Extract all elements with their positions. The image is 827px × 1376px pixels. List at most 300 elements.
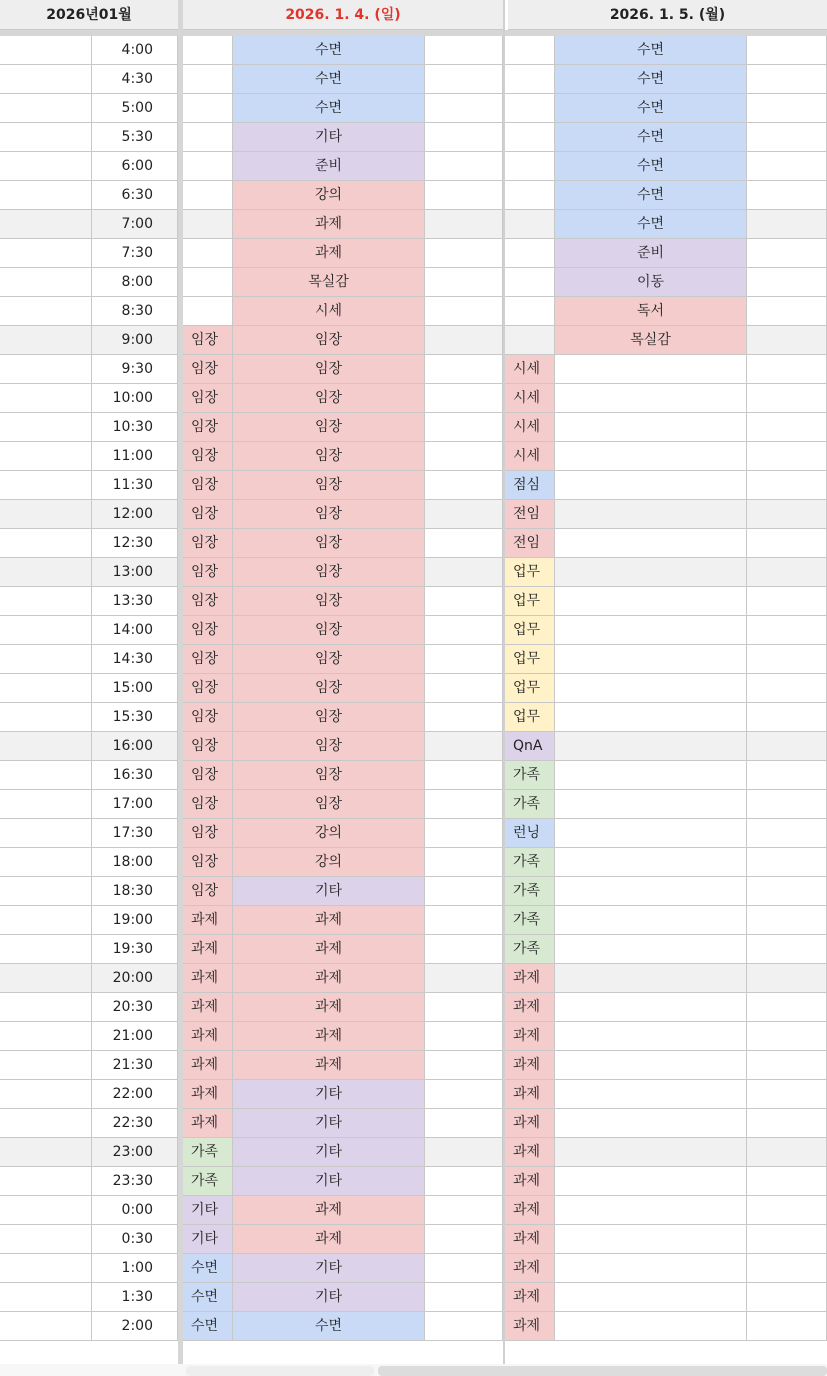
day1-sub-cell[interactable]: 과제	[183, 1051, 233, 1080]
day2-sub-cell[interactable]	[505, 123, 555, 152]
day1-extra-cell[interactable]	[425, 500, 503, 529]
day2-sub-cell[interactable]: 업무	[505, 674, 555, 703]
time-cell[interactable]: 9:30	[92, 355, 178, 384]
day1-main-cell[interactable]: 임장	[233, 790, 425, 819]
day1-sub-cell[interactable]: 수면	[183, 1254, 233, 1283]
time-cell[interactable]: 15:30	[92, 703, 178, 732]
day1-main-cell[interactable]: 임장	[233, 413, 425, 442]
row-blank-cell[interactable]	[0, 1312, 92, 1341]
day1-extra-cell[interactable]	[425, 1022, 503, 1051]
day2-sub-cell[interactable]: 업무	[505, 616, 555, 645]
day1-extra-cell[interactable]	[425, 297, 503, 326]
day1-sub-cell[interactable]: 임장	[183, 645, 233, 674]
time-cell[interactable]: 4:00	[92, 36, 178, 65]
row-blank-cell[interactable]	[0, 761, 92, 790]
day2-main-cell[interactable]	[555, 500, 747, 529]
day1-extra-cell[interactable]	[425, 36, 503, 65]
day1-extra-cell[interactable]	[425, 761, 503, 790]
row-blank-cell[interactable]	[0, 1051, 92, 1080]
day1-main-cell[interactable]: 임장	[233, 645, 425, 674]
day2-main-cell[interactable]: 수면	[555, 210, 747, 239]
day1-extra-cell[interactable]	[425, 471, 503, 500]
row-blank-cell[interactable]	[0, 703, 92, 732]
day2-main-cell[interactable]	[555, 587, 747, 616]
day1-extra-cell[interactable]	[425, 819, 503, 848]
day2-extra-cell[interactable]	[747, 1080, 827, 1109]
day2-sub-cell[interactable]: 가족	[505, 790, 555, 819]
day1-main-cell[interactable]: 임장	[233, 442, 425, 471]
day1-extra-cell[interactable]	[425, 152, 503, 181]
row-blank-cell[interactable]	[0, 848, 92, 877]
row-blank-cell[interactable]	[0, 152, 92, 181]
day2-extra-cell[interactable]	[747, 819, 827, 848]
day2-sub-cell[interactable]	[505, 326, 555, 355]
day2-main-cell[interactable]	[555, 616, 747, 645]
time-cell[interactable]: 20:00	[92, 964, 178, 993]
day1-main-cell[interactable]: 준비	[233, 152, 425, 181]
day1-main-cell[interactable]: 임장	[233, 558, 425, 587]
day2-main-cell[interactable]	[555, 964, 747, 993]
day1-main-cell[interactable]: 과제	[233, 906, 425, 935]
day2-main-cell[interactable]	[555, 1312, 747, 1341]
day1-sub-cell[interactable]	[183, 239, 233, 268]
day2-sub-cell[interactable]: 과제	[505, 1022, 555, 1051]
day1-extra-cell[interactable]	[425, 384, 503, 413]
row-blank-cell[interactable]	[0, 558, 92, 587]
day2-extra-cell[interactable]	[747, 36, 827, 65]
day2-extra-cell[interactable]	[747, 181, 827, 210]
row-blank-cell[interactable]	[0, 674, 92, 703]
day1-main-cell[interactable]: 강의	[233, 848, 425, 877]
day1-extra-cell[interactable]	[425, 326, 503, 355]
time-cell[interactable]: 0:30	[92, 1225, 178, 1254]
day2-sub-cell[interactable]: 점심	[505, 471, 555, 500]
day1-extra-cell[interactable]	[425, 558, 503, 587]
day2-main-cell[interactable]	[555, 790, 747, 819]
day2-extra-cell[interactable]	[747, 703, 827, 732]
time-cell[interactable]: 2:00	[92, 1312, 178, 1341]
day2-main-cell[interactable]	[555, 442, 747, 471]
day2-extra-cell[interactable]	[747, 210, 827, 239]
day2-extra-cell[interactable]	[747, 645, 827, 674]
day2-extra-cell[interactable]	[747, 993, 827, 1022]
day2-main-cell[interactable]	[555, 848, 747, 877]
day1-main-cell[interactable]: 과제	[233, 935, 425, 964]
day1-main-cell[interactable]: 목실감	[233, 268, 425, 297]
time-cell[interactable]: 22:00	[92, 1080, 178, 1109]
day2-main-cell[interactable]	[555, 1283, 747, 1312]
time-cell[interactable]: 4:30	[92, 65, 178, 94]
day1-sub-cell[interactable]: 임장	[183, 326, 233, 355]
day1-extra-cell[interactable]	[425, 529, 503, 558]
day2-extra-cell[interactable]	[747, 790, 827, 819]
day2-sub-cell[interactable]: 업무	[505, 587, 555, 616]
day1-sub-cell[interactable]	[183, 181, 233, 210]
row-blank-cell[interactable]	[0, 993, 92, 1022]
day2-main-cell[interactable]	[555, 993, 747, 1022]
day1-main-cell[interactable]: 강의	[233, 181, 425, 210]
row-blank-cell[interactable]	[0, 732, 92, 761]
day2-extra-cell[interactable]	[747, 384, 827, 413]
day1-main-cell[interactable]: 임장	[233, 761, 425, 790]
day2-extra-cell[interactable]	[747, 152, 827, 181]
time-cell[interactable]: 23:30	[92, 1167, 178, 1196]
row-blank-cell[interactable]	[0, 65, 92, 94]
day1-extra-cell[interactable]	[425, 94, 503, 123]
day2-sub-cell[interactable]	[505, 297, 555, 326]
day2-sub-cell[interactable]	[505, 152, 555, 181]
day1-extra-cell[interactable]	[425, 413, 503, 442]
row-blank-cell[interactable]	[0, 471, 92, 500]
day1-sub-cell[interactable]: 수면	[183, 1312, 233, 1341]
day2-extra-cell[interactable]	[747, 761, 827, 790]
row-blank-cell[interactable]	[0, 1022, 92, 1051]
time-cell[interactable]: 13:30	[92, 587, 178, 616]
day2-extra-cell[interactable]	[747, 500, 827, 529]
day1-sub-cell[interactable]: 임장	[183, 877, 233, 906]
day1-extra-cell[interactable]	[425, 616, 503, 645]
day1-sub-cell[interactable]: 과제	[183, 1022, 233, 1051]
day2-extra-cell[interactable]	[747, 65, 827, 94]
time-cell[interactable]: 23:00	[92, 1138, 178, 1167]
day2-main-cell[interactable]: 준비	[555, 239, 747, 268]
day2-extra-cell[interactable]	[747, 1022, 827, 1051]
day2-main-cell[interactable]	[555, 1225, 747, 1254]
day2-sub-cell[interactable]: 과제	[505, 1109, 555, 1138]
day2-main-cell[interactable]: 수면	[555, 152, 747, 181]
day1-sub-cell[interactable]	[183, 268, 233, 297]
day2-main-cell[interactable]	[555, 1138, 747, 1167]
day2-sub-cell[interactable]: 업무	[505, 645, 555, 674]
day2-extra-cell[interactable]	[747, 442, 827, 471]
day1-sub-cell[interactable]: 과제	[183, 935, 233, 964]
day1-extra-cell[interactable]	[425, 848, 503, 877]
row-blank-cell[interactable]	[0, 645, 92, 674]
day1-extra-cell[interactable]	[425, 1283, 503, 1312]
day2-extra-cell[interactable]	[747, 906, 827, 935]
day2-sub-cell[interactable]: 가족	[505, 848, 555, 877]
day2-sub-cell[interactable]: 과제	[505, 1167, 555, 1196]
day1-main-cell[interactable]: 과제	[233, 993, 425, 1022]
day2-main-cell[interactable]	[555, 674, 747, 703]
day2-main-cell[interactable]	[555, 732, 747, 761]
time-cell[interactable]: 7:00	[92, 210, 178, 239]
day1-extra-cell[interactable]	[425, 645, 503, 674]
day2-sub-cell[interactable]: 전임	[505, 529, 555, 558]
day2-sub-cell[interactable]: 가족	[505, 906, 555, 935]
time-cell[interactable]: 16:30	[92, 761, 178, 790]
day2-sub-cell[interactable]: 업무	[505, 558, 555, 587]
day2-main-cell[interactable]: 수면	[555, 123, 747, 152]
day1-main-cell[interactable]: 과제	[233, 1225, 425, 1254]
day2-main-cell[interactable]: 목실감	[555, 326, 747, 355]
day1-main-cell[interactable]: 임장	[233, 616, 425, 645]
day1-sub-cell[interactable]: 과제	[183, 1109, 233, 1138]
day2-main-cell[interactable]: 수면	[555, 36, 747, 65]
day2-sub-cell[interactable]: 과제	[505, 1225, 555, 1254]
time-cell[interactable]: 19:30	[92, 935, 178, 964]
row-blank-cell[interactable]	[0, 181, 92, 210]
time-cell[interactable]: 16:00	[92, 732, 178, 761]
time-cell[interactable]: 12:30	[92, 529, 178, 558]
day1-main-cell[interactable]: 임장	[233, 471, 425, 500]
day2-main-cell[interactable]	[555, 558, 747, 587]
day2-extra-cell[interactable]	[747, 413, 827, 442]
day1-extra-cell[interactable]	[425, 65, 503, 94]
day1-main-cell[interactable]: 임장	[233, 732, 425, 761]
day2-main-cell[interactable]	[555, 384, 747, 413]
day2-extra-cell[interactable]	[747, 1051, 827, 1080]
time-cell[interactable]: 1:30	[92, 1283, 178, 1312]
day2-header[interactable]: 2026. 1. 5. (월)	[508, 0, 827, 30]
day1-sub-cell[interactable]: 수면	[183, 1283, 233, 1312]
day2-extra-cell[interactable]	[747, 1312, 827, 1341]
day2-sub-cell[interactable]: 시세	[505, 413, 555, 442]
time-cell[interactable]: 11:00	[92, 442, 178, 471]
day2-main-cell[interactable]	[555, 413, 747, 442]
day2-main-cell[interactable]	[555, 471, 747, 500]
day1-extra-cell[interactable]	[425, 732, 503, 761]
day2-extra-cell[interactable]	[747, 848, 827, 877]
day1-main-cell[interactable]: 임장	[233, 587, 425, 616]
time-cell[interactable]: 0:00	[92, 1196, 178, 1225]
day1-extra-cell[interactable]	[425, 1254, 503, 1283]
time-cell[interactable]: 11:30	[92, 471, 178, 500]
day1-extra-cell[interactable]	[425, 239, 503, 268]
row-blank-cell[interactable]	[0, 355, 92, 384]
day2-sub-cell[interactable]	[505, 268, 555, 297]
day2-main-cell[interactable]	[555, 935, 747, 964]
day1-extra-cell[interactable]	[425, 935, 503, 964]
frozen-scrollbar[interactable]	[186, 1366, 374, 1376]
day1-main-cell[interactable]: 기타	[233, 877, 425, 906]
day2-sub-cell[interactable]: 과제	[505, 1138, 555, 1167]
day2-sub-cell[interactable]: 가족	[505, 877, 555, 906]
time-cell[interactable]: 8:00	[92, 268, 178, 297]
row-blank-cell[interactable]	[0, 819, 92, 848]
day2-sub-cell[interactable]: 과제	[505, 1051, 555, 1080]
day1-sub-cell[interactable]: 임장	[183, 413, 233, 442]
day2-extra-cell[interactable]	[747, 239, 827, 268]
row-blank-cell[interactable]	[0, 1109, 92, 1138]
row-blank-cell[interactable]	[0, 616, 92, 645]
row-blank-cell[interactable]	[0, 123, 92, 152]
day2-extra-cell[interactable]	[747, 1138, 827, 1167]
time-cell[interactable]: 7:30	[92, 239, 178, 268]
day1-extra-cell[interactable]	[425, 703, 503, 732]
day2-extra-cell[interactable]	[747, 587, 827, 616]
day2-main-cell[interactable]	[555, 645, 747, 674]
time-cell[interactable]: 5:30	[92, 123, 178, 152]
day1-extra-cell[interactable]	[425, 1051, 503, 1080]
time-cell[interactable]: 6:00	[92, 152, 178, 181]
time-cell[interactable]: 5:00	[92, 94, 178, 123]
day2-main-cell[interactable]	[555, 906, 747, 935]
day1-sub-cell[interactable]	[183, 123, 233, 152]
day2-main-cell[interactable]	[555, 1109, 747, 1138]
row-blank-cell[interactable]	[0, 935, 92, 964]
row-blank-cell[interactable]	[0, 964, 92, 993]
day1-main-cell[interactable]: 임장	[233, 355, 425, 384]
day1-extra-cell[interactable]	[425, 790, 503, 819]
row-blank-cell[interactable]	[0, 906, 92, 935]
day1-sub-cell[interactable]: 과제	[183, 964, 233, 993]
day2-extra-cell[interactable]	[747, 1167, 827, 1196]
day2-extra-cell[interactable]	[747, 326, 827, 355]
day1-main-cell[interactable]: 임장	[233, 500, 425, 529]
day1-main-cell[interactable]: 기타	[233, 1254, 425, 1283]
day1-sub-cell[interactable]: 임장	[183, 819, 233, 848]
day1-sub-cell[interactable]: 임장	[183, 674, 233, 703]
day1-sub-cell[interactable]	[183, 36, 233, 65]
time-cell[interactable]: 20:30	[92, 993, 178, 1022]
day2-main-cell[interactable]	[555, 1167, 747, 1196]
day2-sub-cell[interactable]	[505, 210, 555, 239]
row-blank-cell[interactable]	[0, 529, 92, 558]
row-blank-cell[interactable]	[0, 1080, 92, 1109]
day1-main-cell[interactable]: 과제	[233, 1022, 425, 1051]
day1-main-cell[interactable]: 임장	[233, 529, 425, 558]
day2-sub-cell[interactable]	[505, 65, 555, 94]
row-blank-cell[interactable]	[0, 1254, 92, 1283]
day2-extra-cell[interactable]	[747, 1196, 827, 1225]
day2-sub-cell[interactable]	[505, 36, 555, 65]
day2-extra-cell[interactable]	[747, 471, 827, 500]
day1-extra-cell[interactable]	[425, 587, 503, 616]
time-cell[interactable]: 14:00	[92, 616, 178, 645]
day1-extra-cell[interactable]	[425, 442, 503, 471]
day1-extra-cell[interactable]	[425, 355, 503, 384]
time-cell[interactable]: 18:30	[92, 877, 178, 906]
row-blank-cell[interactable]	[0, 210, 92, 239]
time-cell[interactable]: 18:00	[92, 848, 178, 877]
day2-sub-cell[interactable]	[505, 94, 555, 123]
day1-extra-cell[interactable]	[425, 123, 503, 152]
day1-sub-cell[interactable]: 과제	[183, 906, 233, 935]
day2-extra-cell[interactable]	[747, 1109, 827, 1138]
day1-main-cell[interactable]: 임장	[233, 326, 425, 355]
day1-sub-cell[interactable]: 임장	[183, 732, 233, 761]
day2-extra-cell[interactable]	[747, 935, 827, 964]
day1-main-cell[interactable]: 임장	[233, 384, 425, 413]
day1-sub-cell[interactable]: 기타	[183, 1196, 233, 1225]
row-blank-cell[interactable]	[0, 268, 92, 297]
day2-main-cell[interactable]	[555, 877, 747, 906]
day1-extra-cell[interactable]	[425, 1225, 503, 1254]
day1-extra-cell[interactable]	[425, 877, 503, 906]
day2-main-cell[interactable]	[555, 1196, 747, 1225]
row-blank-cell[interactable]	[0, 1138, 92, 1167]
day2-extra-cell[interactable]	[747, 674, 827, 703]
day2-sub-cell[interactable]: 과제	[505, 1196, 555, 1225]
day1-main-cell[interactable]: 기타	[233, 1167, 425, 1196]
day1-extra-cell[interactable]	[425, 210, 503, 239]
horizontal-scrollbar[interactable]	[378, 1366, 827, 1376]
day2-extra-cell[interactable]	[747, 877, 827, 906]
row-blank-cell[interactable]	[0, 442, 92, 471]
day1-sub-cell[interactable]: 임장	[183, 384, 233, 413]
day1-main-cell[interactable]: 기타	[233, 1283, 425, 1312]
day2-main-cell[interactable]	[555, 529, 747, 558]
day2-sub-cell[interactable]: 과제	[505, 1254, 555, 1283]
day1-extra-cell[interactable]	[425, 906, 503, 935]
day1-sub-cell[interactable]	[183, 94, 233, 123]
day1-sub-cell[interactable]: 임장	[183, 355, 233, 384]
day1-main-cell[interactable]: 수면	[233, 65, 425, 94]
day1-sub-cell[interactable]	[183, 152, 233, 181]
time-cell[interactable]: 13:00	[92, 558, 178, 587]
time-cell[interactable]: 21:00	[92, 1022, 178, 1051]
month-header[interactable]: 2026년01월	[0, 0, 178, 30]
day1-main-cell[interactable]: 과제	[233, 1196, 425, 1225]
day2-extra-cell[interactable]	[747, 529, 827, 558]
day2-extra-cell[interactable]	[747, 732, 827, 761]
day2-main-cell[interactable]: 수면	[555, 65, 747, 94]
day2-extra-cell[interactable]	[747, 1283, 827, 1312]
day1-main-cell[interactable]: 수면	[233, 1312, 425, 1341]
day2-sub-cell[interactable]: 과제	[505, 1283, 555, 1312]
day1-sub-cell[interactable]	[183, 210, 233, 239]
day2-main-cell[interactable]: 수면	[555, 181, 747, 210]
time-cell[interactable]: 21:30	[92, 1051, 178, 1080]
day1-sub-cell[interactable]: 임장	[183, 442, 233, 471]
day1-sub-cell[interactable]	[183, 297, 233, 326]
day1-sub-cell[interactable]: 가족	[183, 1167, 233, 1196]
day1-extra-cell[interactable]	[425, 674, 503, 703]
day1-extra-cell[interactable]	[425, 1312, 503, 1341]
day1-sub-cell[interactable]: 임장	[183, 790, 233, 819]
day2-main-cell[interactable]	[555, 1254, 747, 1283]
day2-sub-cell[interactable]: 가족	[505, 935, 555, 964]
time-cell[interactable]: 19:00	[92, 906, 178, 935]
day1-main-cell[interactable]: 기타	[233, 1109, 425, 1138]
day1-sub-cell[interactable]: 가족	[183, 1138, 233, 1167]
day2-extra-cell[interactable]	[747, 964, 827, 993]
time-cell[interactable]: 14:30	[92, 645, 178, 674]
day1-main-cell[interactable]: 과제	[233, 210, 425, 239]
row-blank-cell[interactable]	[0, 1283, 92, 1312]
day1-header[interactable]: 2026. 1. 4. (일)	[183, 0, 503, 30]
row-blank-cell[interactable]	[0, 877, 92, 906]
row-blank-cell[interactable]	[0, 384, 92, 413]
day2-main-cell[interactable]	[555, 703, 747, 732]
day2-sub-cell[interactable]: 시세	[505, 384, 555, 413]
day2-main-cell[interactable]	[555, 761, 747, 790]
row-blank-cell[interactable]	[0, 239, 92, 268]
day1-sub-cell[interactable]: 임장	[183, 761, 233, 790]
day2-extra-cell[interactable]	[747, 268, 827, 297]
day2-main-cell[interactable]: 수면	[555, 94, 747, 123]
day1-main-cell[interactable]: 임장	[233, 703, 425, 732]
day1-main-cell[interactable]: 시세	[233, 297, 425, 326]
day1-extra-cell[interactable]	[425, 1080, 503, 1109]
day1-sub-cell[interactable]: 과제	[183, 1080, 233, 1109]
day1-sub-cell[interactable]: 임장	[183, 500, 233, 529]
time-cell[interactable]: 1:00	[92, 1254, 178, 1283]
day1-sub-cell[interactable]: 임장	[183, 703, 233, 732]
day2-extra-cell[interactable]	[747, 558, 827, 587]
day2-main-cell[interactable]	[555, 819, 747, 848]
day2-sub-cell[interactable]: 시세	[505, 355, 555, 384]
day1-main-cell[interactable]: 임장	[233, 674, 425, 703]
day2-main-cell[interactable]: 독서	[555, 297, 747, 326]
row-blank-cell[interactable]	[0, 1225, 92, 1254]
day2-main-cell[interactable]	[555, 1022, 747, 1051]
day2-main-cell[interactable]: 이동	[555, 268, 747, 297]
day1-main-cell[interactable]: 강의	[233, 819, 425, 848]
day1-sub-cell[interactable]: 임장	[183, 471, 233, 500]
day2-extra-cell[interactable]	[747, 94, 827, 123]
